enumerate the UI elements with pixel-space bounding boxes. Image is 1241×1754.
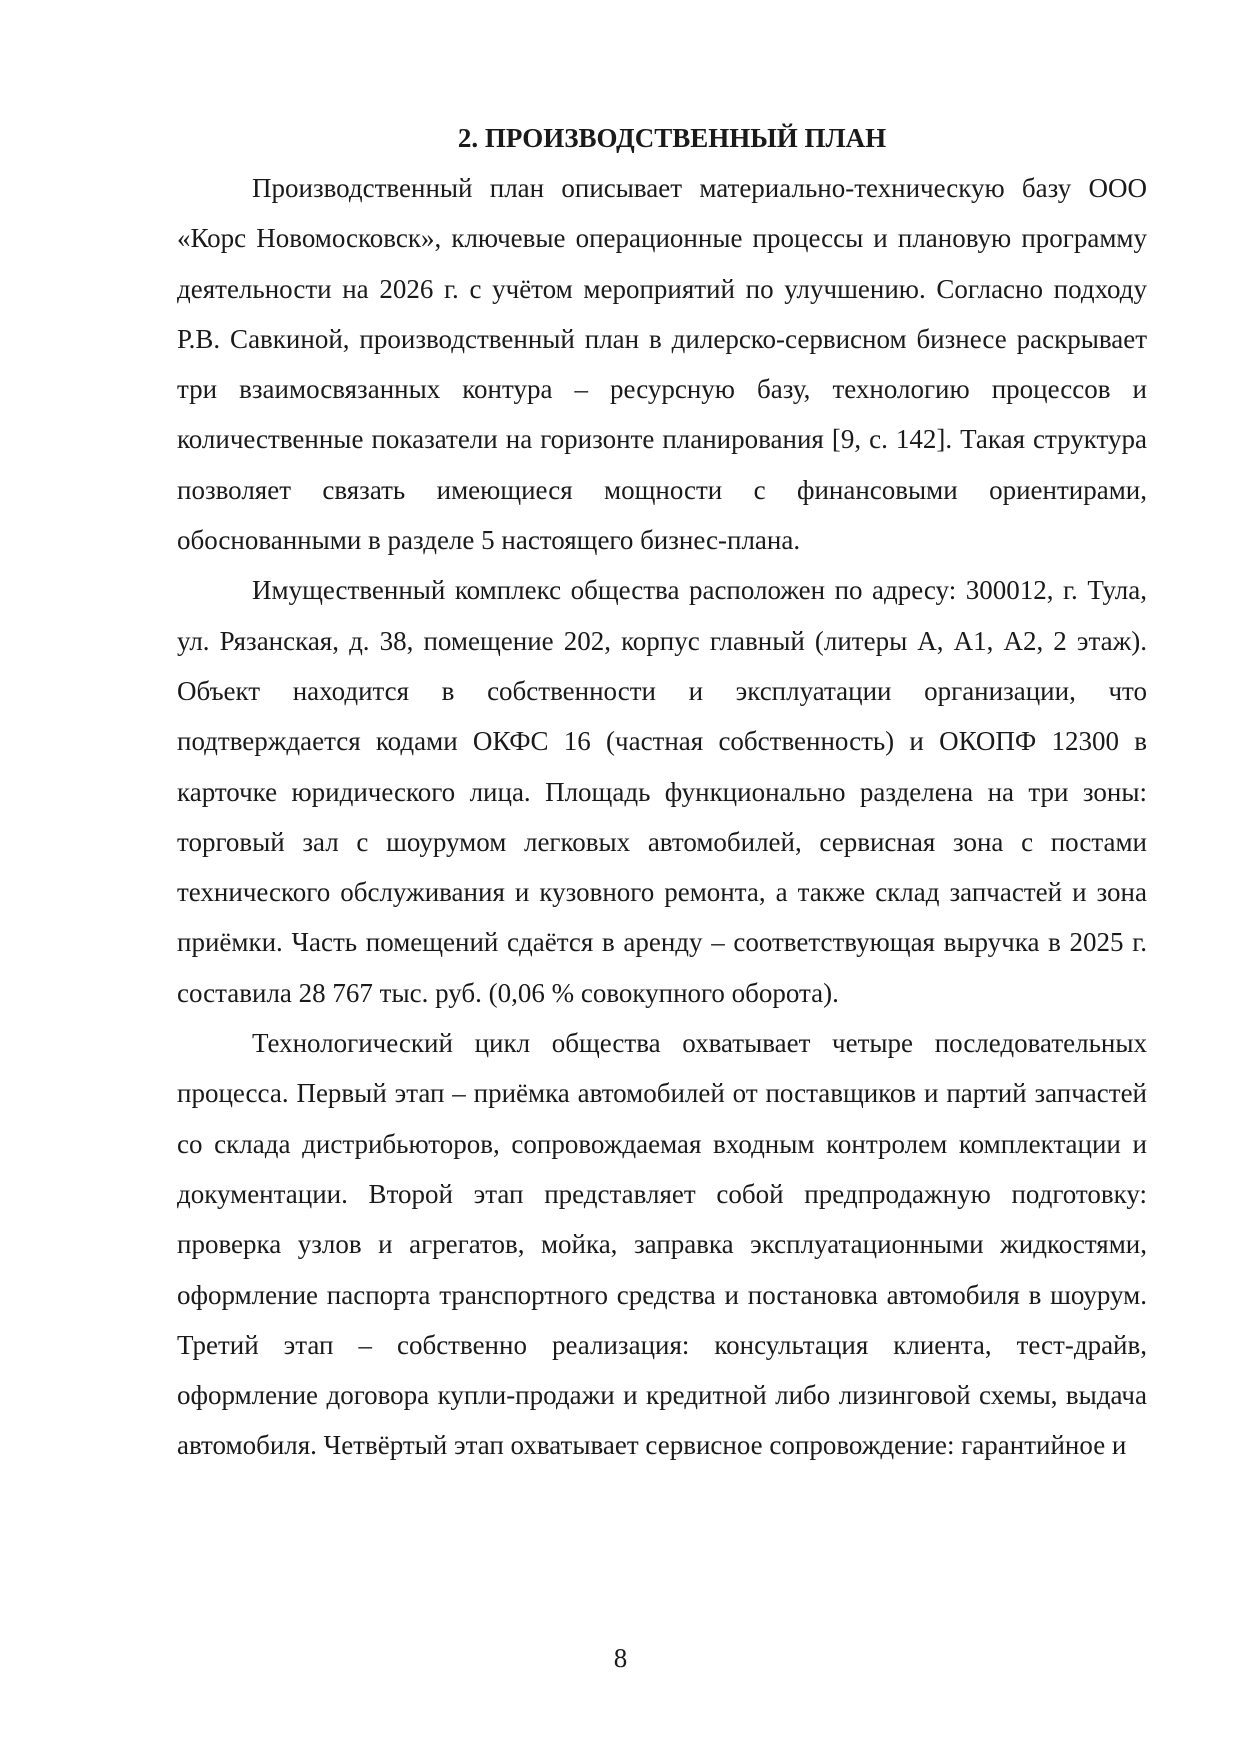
section-heading: 2. ПРОИЗВОДСТВЕННЫЙ ПЛАН <box>457 123 887 153</box>
paragraph-production-plan-intro: Производственный план описывает материально-техническую базу ООО «Корс Новомосковск», ключевые операционные процессы и плановую программу деятельности на 2026 г. с учётом мероприятий по улучшению. Согласно подходу Р.В. Савкиной, производственный план в дилерско-сервисном бизнесе раскрывает три взаимосвязанных контура – ресурсную базу, технологию процессов и количественные показатели на горизонте планирования [9, с. 142]. Такая структура позволяет связать имеющиеся мощности с финансовыми ориентирами, обоснованными в разделе 5 настоящего бизнес-плана. <box>177 173 1147 556</box>
paragraph-technological-cycle: Технологический цикл общества охватывает четыре последовательных процесса. Первый этап – приёмка автомобилей от поставщиков и партий запчастей со склада дистрибьюторов, сопровождаемая входным контролем комплектации и документации. Второй этап представляет собой предпродажную подготовку: проверка узлов и агрегатов, мойка, заправка эксплуатационными жидкостями, оформление паспорта транспортного средства и постановка автомобиля в шоурум. Третий этап – собственно реализация: консультация клиента, тест-драйв, оформление договора купли-продажи и кредитной либо лизинговой схемы, выдача автомобиля. Четвёртый этап охватывает сервисное сопровождение: гарантийное и <box>177 1028 1147 1461</box>
paragraph-property-complex: Имущественный комплекс общества расположен по адресу: 300012, г. Тула, ул. Рязанская, д. 38, помещение 202, корпус главный (литеры А, А1, А2, 2 этаж). Объект находится в собственности и эксплуатации организации, что подтверждается кодами ОКФС 16 (частная собственность) и ОКОПФ 12300 в карточке юридического лица. Площадь функционально разделена на три зоны: торговый зал с шоурумом легковых автомобилей, сервисная зона с постами технического обслуживания и кузовного ремонта, а также склад запчастей и зона приёмки. Часть помещений сдаётся в аренду – соответствующая выручка в 2025 г. составила 28 767 тыс. руб. (0,06 % совокупного оборота). <box>177 575 1147 1008</box>
page-number: 8 <box>613 1643 628 1673</box>
page-content <box>177 113 1147 1471</box>
